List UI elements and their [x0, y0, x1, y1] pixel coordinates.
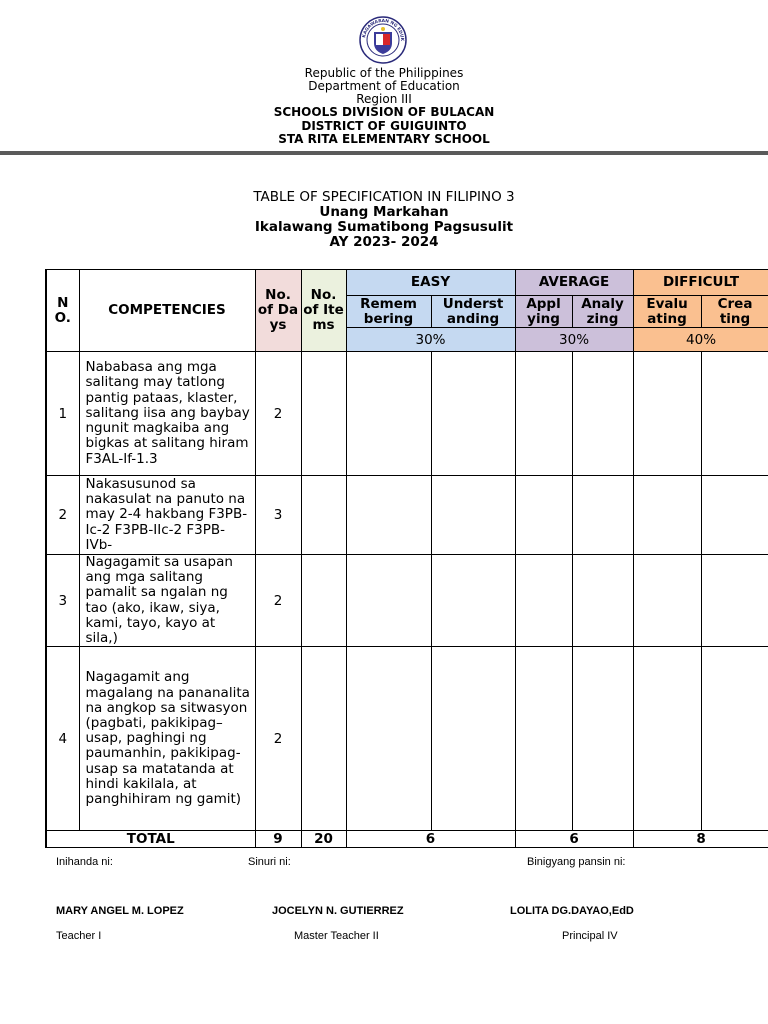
difficult-header: DIFFICULT	[633, 270, 768, 296]
row-number: 4	[46, 647, 79, 831]
prepared-title: Teacher I	[56, 930, 102, 942]
evaluating-header: Evalu ating	[633, 296, 701, 328]
row-number: 1	[46, 352, 79, 476]
easy-header: EASY	[346, 270, 515, 296]
items-header	[301, 270, 346, 352]
items-cell	[301, 476, 346, 555]
remembering-cell	[346, 352, 431, 476]
days-value: 3	[255, 476, 301, 555]
region-text: Region III	[356, 92, 412, 106]
competencies-header	[79, 270, 255, 352]
days-value: 2	[255, 647, 301, 831]
division-text: SCHOOLS DIVISION OF BULACAN	[273, 105, 495, 119]
creating-cell	[701, 555, 768, 647]
total-easy: 6	[346, 831, 515, 848]
district-text: DISTRICT OF GUIGUINTO	[301, 119, 467, 133]
applying-cell	[515, 647, 572, 831]
analyzing-cell	[572, 647, 633, 831]
checked-name: JOCELYN N. GUTIERREZ	[272, 905, 404, 917]
days-value: 2	[255, 555, 301, 647]
remembering-header: Remem bering	[346, 296, 431, 328]
row-number: 2	[46, 476, 79, 555]
creating-header: Crea ting	[701, 296, 768, 328]
days-header	[255, 270, 301, 352]
no-header-label: N O.	[54, 294, 71, 326]
table-row	[46, 352, 768, 476]
school-text: STA RITA ELEMENTARY SCHOOL	[278, 132, 490, 146]
evaluating-cell	[633, 647, 701, 831]
specification-table	[45, 269, 768, 848]
table-row	[46, 647, 768, 831]
prepared-name: MARY ANGEL M. LOPEZ	[56, 905, 184, 917]
total-items: 20	[301, 831, 346, 848]
republic-text: Republic of the Philippines	[304, 66, 464, 80]
total-row	[46, 831, 768, 848]
prepared-label: Inihanda ni:	[56, 856, 113, 868]
understanding-cell	[431, 555, 515, 647]
items-cell	[301, 352, 346, 476]
items-cell	[301, 555, 346, 647]
header-divider	[0, 151, 768, 155]
creating-cell	[701, 647, 768, 831]
applying-cell	[515, 352, 572, 476]
competencies-header-label: COMPETENCIES	[108, 302, 226, 318]
total-difficult: 8	[633, 831, 768, 848]
applying-cell	[515, 476, 572, 555]
applying-header: Appl ying	[515, 296, 572, 328]
table-row	[46, 555, 768, 647]
evaluating-cell	[633, 476, 701, 555]
quarter-title: Unang Markahan	[319, 204, 449, 220]
average-percent: 30%	[515, 328, 633, 352]
items-cell	[301, 647, 346, 831]
checked-label: Sinuri ni:	[248, 856, 291, 868]
evaluating-cell	[633, 555, 701, 647]
creating-cell	[701, 476, 768, 555]
understanding-header: Underst anding	[431, 296, 515, 328]
table-row	[46, 476, 768, 555]
days-header-label: No. of Da ys	[257, 287, 299, 333]
document-title: TABLE OF SPECIFICATION IN FILIPINO 3	[253, 189, 515, 205]
department-text: Department of Education	[308, 79, 460, 93]
easy-percent: 30%	[346, 328, 515, 352]
seal-text: KAGAWARAN NG EDUK	[362, 18, 405, 42]
analyzing-cell	[572, 555, 633, 647]
analyzing-cell	[572, 476, 633, 555]
competency-text: Nagagamit sa usapan ang mga salitang pamalit sa ngalan ng tao (ako, ikaw, siya, kami, tayo, kayo at sila,)	[79, 555, 255, 647]
analyzing-cell	[572, 352, 633, 476]
checked-title: Master Teacher II	[294, 930, 379, 942]
remembering-cell	[346, 647, 431, 831]
total-label: TOTAL	[46, 831, 255, 848]
difficult-percent: 40%	[633, 328, 768, 352]
understanding-cell	[431, 647, 515, 831]
deped-seal-icon	[359, 16, 407, 64]
noted-label: Binigyang pansin ni:	[527, 856, 626, 868]
total-days: 9	[255, 831, 301, 848]
average-header: AVERAGE	[515, 270, 633, 296]
understanding-cell	[431, 476, 515, 555]
creating-cell	[701, 352, 768, 476]
no-header	[46, 270, 79, 352]
analyzing-header: Analy zing	[572, 296, 633, 328]
school-year: AY 2023- 2024	[329, 234, 439, 250]
days-value: 2	[255, 352, 301, 476]
understanding-cell	[431, 352, 515, 476]
applying-cell	[515, 555, 572, 647]
competency-text: Nagagamit ang magalang na pananalita na angkop sa sitwasyon (pagbati, pakikipag–usap, paghingi ng paumanhin, pakikipag-usap sa matatanda at hindi kakilala, at panghihiram ng gamit)	[79, 647, 255, 831]
total-average: 6	[515, 831, 633, 848]
remembering-cell	[346, 476, 431, 555]
competency-text: Nakasusunod sa nakasulat na panuto na may 2-4 hakbang F3PB-Ic-2 F3PB-IIc-2 F3PB-IVb-	[79, 476, 255, 555]
noted-name: LOLITA DG.DAYAO,EdD	[510, 905, 634, 917]
noted-title: Principal IV	[562, 930, 618, 942]
evaluating-cell	[633, 352, 701, 476]
remembering-cell	[346, 555, 431, 647]
competency-text: Nababasa ang mga salitang may tatlong pantig pataas, klaster, salitang iisa ang baybay ngunit magkaiba ang bigkas at salitang hiram F3AL-If-1.3	[79, 352, 255, 476]
items-header-label: No. of Ite ms	[303, 287, 344, 333]
exam-title: Ikalawang Sumatibong Pagsusulit	[254, 219, 514, 235]
row-number: 3	[46, 555, 79, 647]
